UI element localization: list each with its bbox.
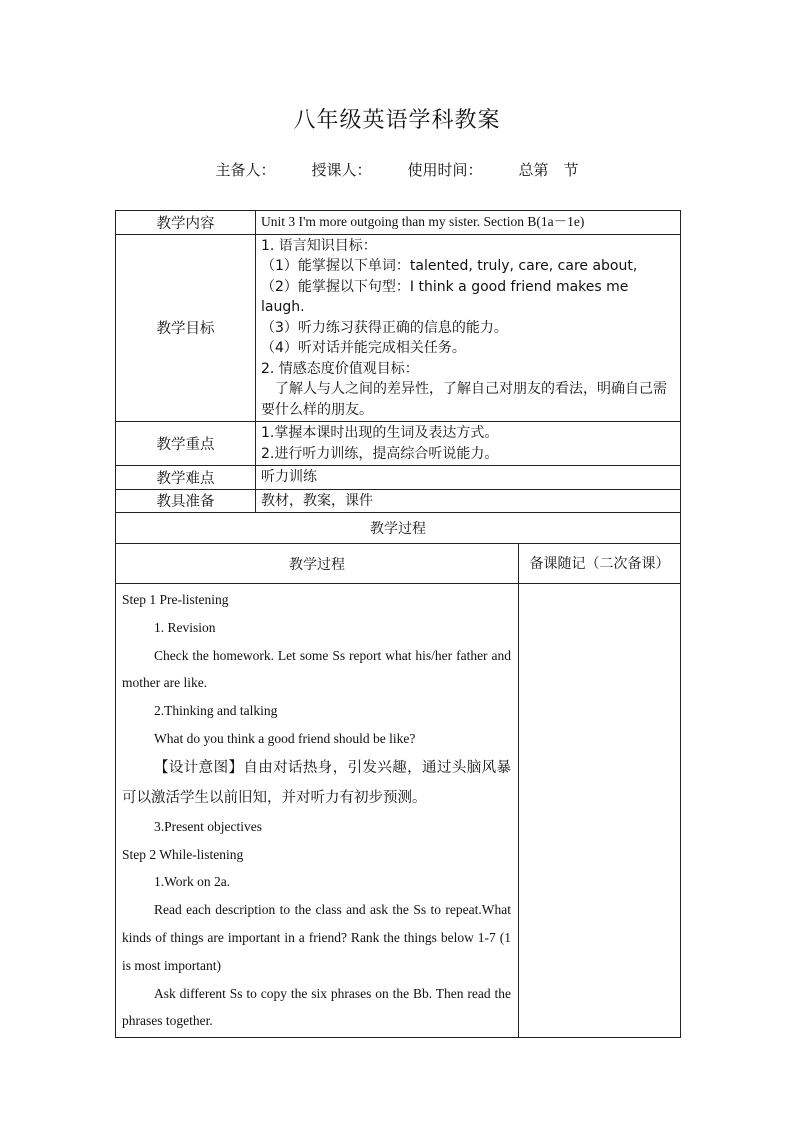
meta-line — [0, 159, 794, 180]
meta-teacher: 授课人： — [311, 161, 372, 179]
process-line: What do you think a good friend should be like? — [154, 730, 416, 746]
difficulty-label: 教学难点 — [116, 466, 256, 490]
tools-label: 教具准备 — [116, 489, 256, 513]
process-line: Step 2 While-listening — [122, 846, 244, 862]
notes-body — [519, 584, 681, 1038]
process-line: Ask different Ss to copy the six phrases on the Bb. Then read the phrases together. — [122, 985, 511, 1029]
page-title: 八年级英语学科教案 — [293, 108, 501, 133]
process-line: Read each description to the class and ask the Ss to repeat.What kinds of things are important in a friend? Rank the things below 1-7 (1 is most important) — [122, 902, 511, 973]
key-line: 1.掌握本课时出现的生词及表达方式。 — [261, 425, 499, 441]
goals-line: （2）能掌握以下句型：I think a good friend makes me laugh. — [261, 278, 629, 315]
process-header: 教学过程 — [116, 513, 681, 544]
goals-line: 1. 语言知识目标： — [261, 237, 377, 254]
key-line: 2.进行听力训练，提高综合听说能力。 — [261, 445, 499, 462]
goals-line: 2. 情感态度价值观目标： — [261, 360, 419, 377]
key-label: 教学重点 — [116, 422, 256, 466]
goals-line: （1）能掌握以下单词：talented, truly, care, care about, — [261, 258, 638, 274]
meta-period: 总第 节 — [518, 161, 579, 179]
goals-label: 教学目标 — [116, 234, 256, 422]
goals-line: 了解人与人之间的差异性，了解自己对朋友的看法，明确自己需要什么样的朋友。 — [261, 381, 667, 418]
process-line: 3.Present objectives — [154, 818, 262, 834]
goals-line: （4）听对话并能完成相关任务。 — [261, 340, 466, 356]
design-intent: 【设计意图】自由对话热身，引发兴趣，通过头脑风暴可以激活学生以前旧知，并对听力有初步预测。 — [122, 759, 511, 806]
process-line: Step 1 Pre-listening — [122, 592, 229, 607]
process-line: 1. Revision — [154, 619, 216, 635]
process-line: Check the homework. Let some Ss report what his/her father and mother are like. — [122, 647, 511, 691]
goals-line: （3）听力练习获得正确的信息的能力。 — [261, 319, 508, 336]
notes-col-label: 备课随记（二次备课） — [519, 544, 681, 584]
process-col-label: 教学过程 — [116, 544, 519, 584]
tools-value: 教材，教案，课件 — [256, 489, 681, 513]
lesson-plan-table — [115, 210, 681, 1038]
content-label: 教学内容 — [116, 211, 256, 235]
difficulty-value: 听力训练 — [256, 466, 681, 490]
key-cell — [256, 422, 681, 466]
meta-time: 使用时间： — [407, 161, 483, 179]
goals-cell — [256, 234, 681, 422]
meta-preparer: 主备人： — [215, 161, 276, 179]
content-value: Unit 3 I'm more outgoing than my sister. Section B(1a－1e) — [256, 211, 681, 235]
process-line: 2.Thinking and talking — [154, 703, 278, 719]
process-line: 1.Work on 2a. — [154, 874, 231, 890]
process-body — [116, 584, 519, 1038]
